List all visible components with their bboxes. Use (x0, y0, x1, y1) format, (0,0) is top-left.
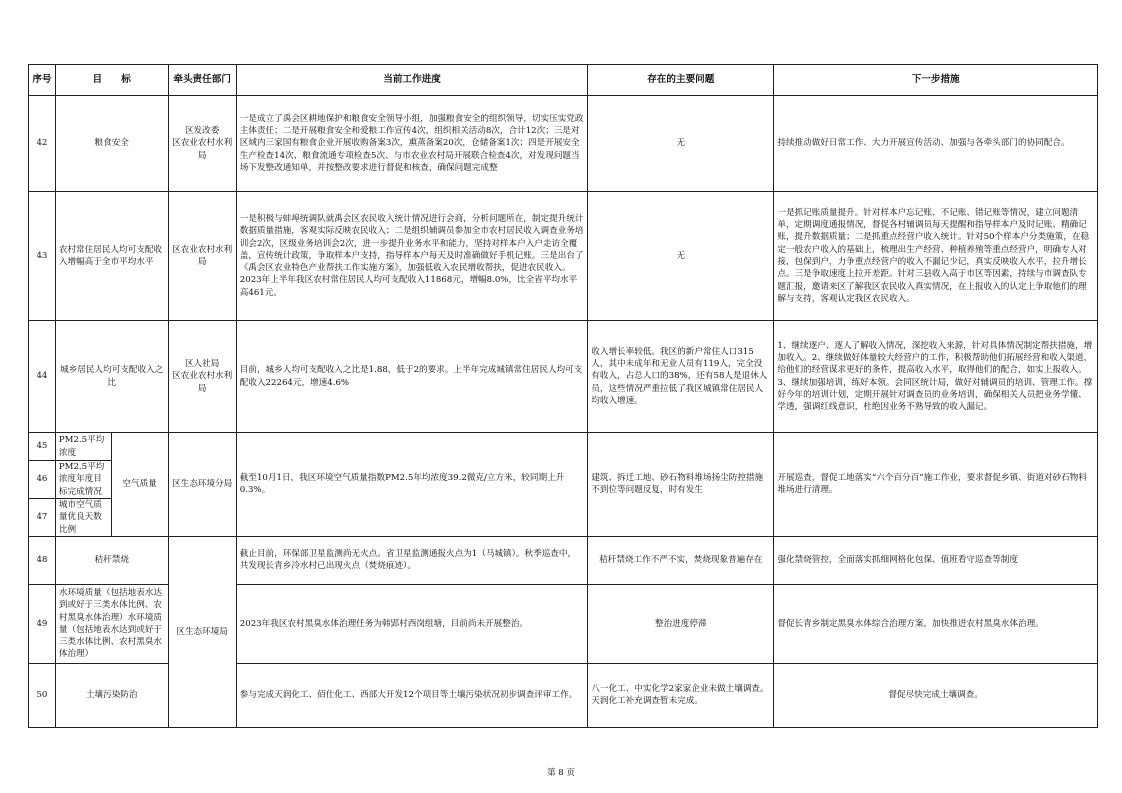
table-row (29, 433, 1098, 461)
row-no: 48 (29, 536, 56, 584)
row-problems: 无 (588, 96, 774, 192)
row-problems: 收入增长率较低。我区的新户常住人口315人，其中未成年和无业人员有119人，完全没有收入，占总人口的38%，还有58人是退休人员，这些情况严重拉低了我区城镇常住居民人均收入增速。 (588, 321, 774, 433)
header-problems: 存在的主要问题 (588, 65, 774, 96)
row-next: 一是抓记账质量提升。针对样本户忘记账、不记账、错记账等情况，建立问题清单，定期调度通报情况，督促各村辅调员每天提醒和指导样本户及时记账、精确记账，提升数据质量；二是抓重点经营户收入统计。针对50个样本户分类施策，在稳定一般农户收入的基础上，梳理出生产经营、种植养殖等重点经营户，明确专人对接，包保到户，力争重点经营户的收入不漏记少记，真实反映收入水平，拉升增长点。三是争取速度上拉开差距。针对三县收入高于市区等因素，持续与市调查队专题汇报，邀请来区了解我区农民收入真实情况，在上报收入的认定上争取他们的理解与支持，客观认定我区农民收入。 (774, 192, 1098, 321)
header-no: 序号 (29, 65, 56, 96)
row-target: 城市空气质量优良天数比例 (55, 499, 111, 537)
row-progress: 目前，城乡人均可支配收入之比是1.88，低于2的要求。上半年完成城镇常住居民人均可支配收入22264元，增速4.6% (236, 321, 588, 433)
progress-table (28, 64, 1098, 728)
row-dept: 区生态环境局 (168, 536, 236, 727)
row-next: 持续推动做好日常工作、大力开展宣传活动、加强与各牵头部门的协同配合。 (774, 96, 1098, 192)
row-progress (236, 96, 588, 192)
row-target: 秸秆禁烧 (55, 536, 168, 584)
row-no: 47 (29, 499, 56, 537)
table-row (29, 192, 1098, 321)
row-no: 45 (29, 433, 56, 461)
row-progress: 截至10月1日，我区环境空气质量指数PM2.5年均浓度39.2微克/立方米，较同期上升0.3%。 (236, 433, 588, 537)
row-target: 城乡居民人均可支配收入之比 (55, 321, 168, 433)
row-target: 土壤污染防治 (55, 663, 168, 727)
row-progress: 参与完成天润化工、佰仕化工、西部大开发12个项目等土壤污染状况初步调查评审工作。 (236, 663, 588, 727)
table-row (29, 536, 1098, 584)
row-no: 50 (29, 663, 56, 727)
header-dept: 牵头责任部门 (168, 65, 236, 96)
row-progress: 截止目前，环保部卫星监测尚无火点。省卫星监测通报火点为1（马城镇）。秋季巡查中，共发现长青乡冷水村已出现火点（焚烧痕迹）。 (236, 536, 588, 584)
row-no: 46 (29, 461, 56, 499)
row-next: 开展巡查，督促工地落实“六个百分百”施工作业，要求督促乡镇、街道对砂石物料堆场进行清理。 (774, 433, 1098, 537)
row-no: 49 (29, 584, 56, 663)
row-progress-text: 一是成立了禹会区耕地保护和粮食安全领导小组，加强粮食安全的组织领导，切实压实党政主体责任；二是开展粮食安全和爱粮工作宣传4次，组织相关活动8次，合计12次；三是对区域内三家国有粮食企业开展收购备案3次，熏蒸备案20次，仓储备案1次；四是开展安全生产检查14次、粮食流通专项检查5次、与市农业农村局开展联合检查4次，对发现问题当场下发整改通知单，并按整改要求进行督促和核查，确保问题完成整 (239, 113, 584, 173)
row-problems: 建筑、拆迁工地、砂石物料堆场扬尘防控措施不到位等问题反复，时有发生 (588, 433, 774, 537)
header-target: 目 标 (55, 65, 168, 96)
header-progress: 当前工作进度 (236, 65, 588, 96)
row-no: 42 (29, 96, 56, 192)
row-target: PM2.5平均浓度年度目标完成情况 (55, 461, 111, 499)
row-target-text: 水环境质量（包括地表水达到或好于三类水体比例、农村黑臭水体治理）水环境质量（包括地表水达到或好于三类水体比例、农村黑臭水体治理） (58, 588, 163, 660)
row-target: 农村常住居民人均可支配收入增幅高于全市平均水平 (55, 192, 168, 321)
row-problems: 八一化工、中实化学2家家企业未做土壤调查。天润化工补充调查暂未完成。 (588, 663, 774, 727)
row-no: 44 (29, 321, 56, 433)
row-target (55, 584, 168, 663)
table-row (29, 321, 1098, 433)
row-dept: 区人社局 区农业农村水利局 (168, 321, 236, 433)
row-group: 空气质量 (111, 433, 168, 537)
row-no: 43 (29, 192, 56, 321)
row-target: 粮食安全 (55, 96, 168, 192)
row-next: 督促尽快完成土壤调查。 (774, 663, 1098, 727)
row-progress: 2023年我区农村黑臭水体治理任务为韩郢村西岗组塘，目前尚未开展整治。 (236, 584, 588, 663)
row-progress: 一是积极与蚌埠统调队就禹会区农民收入统计情况进行会商，分析问题所在，制定提升统计数据质量措施，客观实际反映农民收入；二是组织辅调员参加全市农村居民收入调查业务培训会2次，区级业务培训会2次，进一步提升业务水平和能力，坚持对样本户入户走访全覆盖，宣传统计政策，争取样本户支持，指导样本户每天及时准确做好手机记账。三是出台了《禹会区农业特色产业帮扶工作实施方案》，加强低收入农民增收帮扶，促进农民收入。2023年上半年我区农村常住居民人均可支配收入11868元，增幅8.0%，比全省平均水平高461元。 (236, 192, 588, 321)
row-problems: 整治进度停滞 (588, 584, 774, 663)
row-problems: 秸秆禁烧工作不严不实，焚烧现象普遍存在 (588, 536, 774, 584)
table-row (29, 96, 1098, 192)
row-target: PM2.5平均浓度 (55, 433, 111, 461)
header-next: 下一步措施 (774, 65, 1098, 96)
row-dept: 区农业农村水利局 (168, 192, 236, 321)
page-number: 第 8 页 (547, 768, 575, 778)
row-next: 强化禁烧管控，全面落实抓细网格化包保、值班看守巡查等制度 (774, 536, 1098, 584)
row-next: 督促长青乡制定黑臭水体综合治理方案，加快推进农村黑臭水体治理。 (774, 584, 1098, 663)
table-header-row (29, 65, 1098, 96)
row-next: 1、继续逐户、逐人了解收入情况，深挖收入来源，针对具体情况制定帮扶措施，增加收入。2、继续做好体量较大经营户的工作，积极帮助他们拓展经营和收入渠道，给他们的经营谋求更好的条件，提高收入水平，取得他们的配合，如实上报收入。3、继续加强培训，练好本领。会同区统计局，做好对辅调员的培训、管理工作。撑好今年的培训计划，定期开展针对调查员的业务培训，确保相关人员把业务学懂、学透，强调红线意识，杜绝因业务不熟导致的收入漏记。 (774, 321, 1098, 433)
row-problems: 无 (588, 192, 774, 321)
row-dept: 区生态环境分局 (168, 433, 236, 537)
row-dept: 区发改委 区农业农村水利局 (168, 96, 236, 192)
